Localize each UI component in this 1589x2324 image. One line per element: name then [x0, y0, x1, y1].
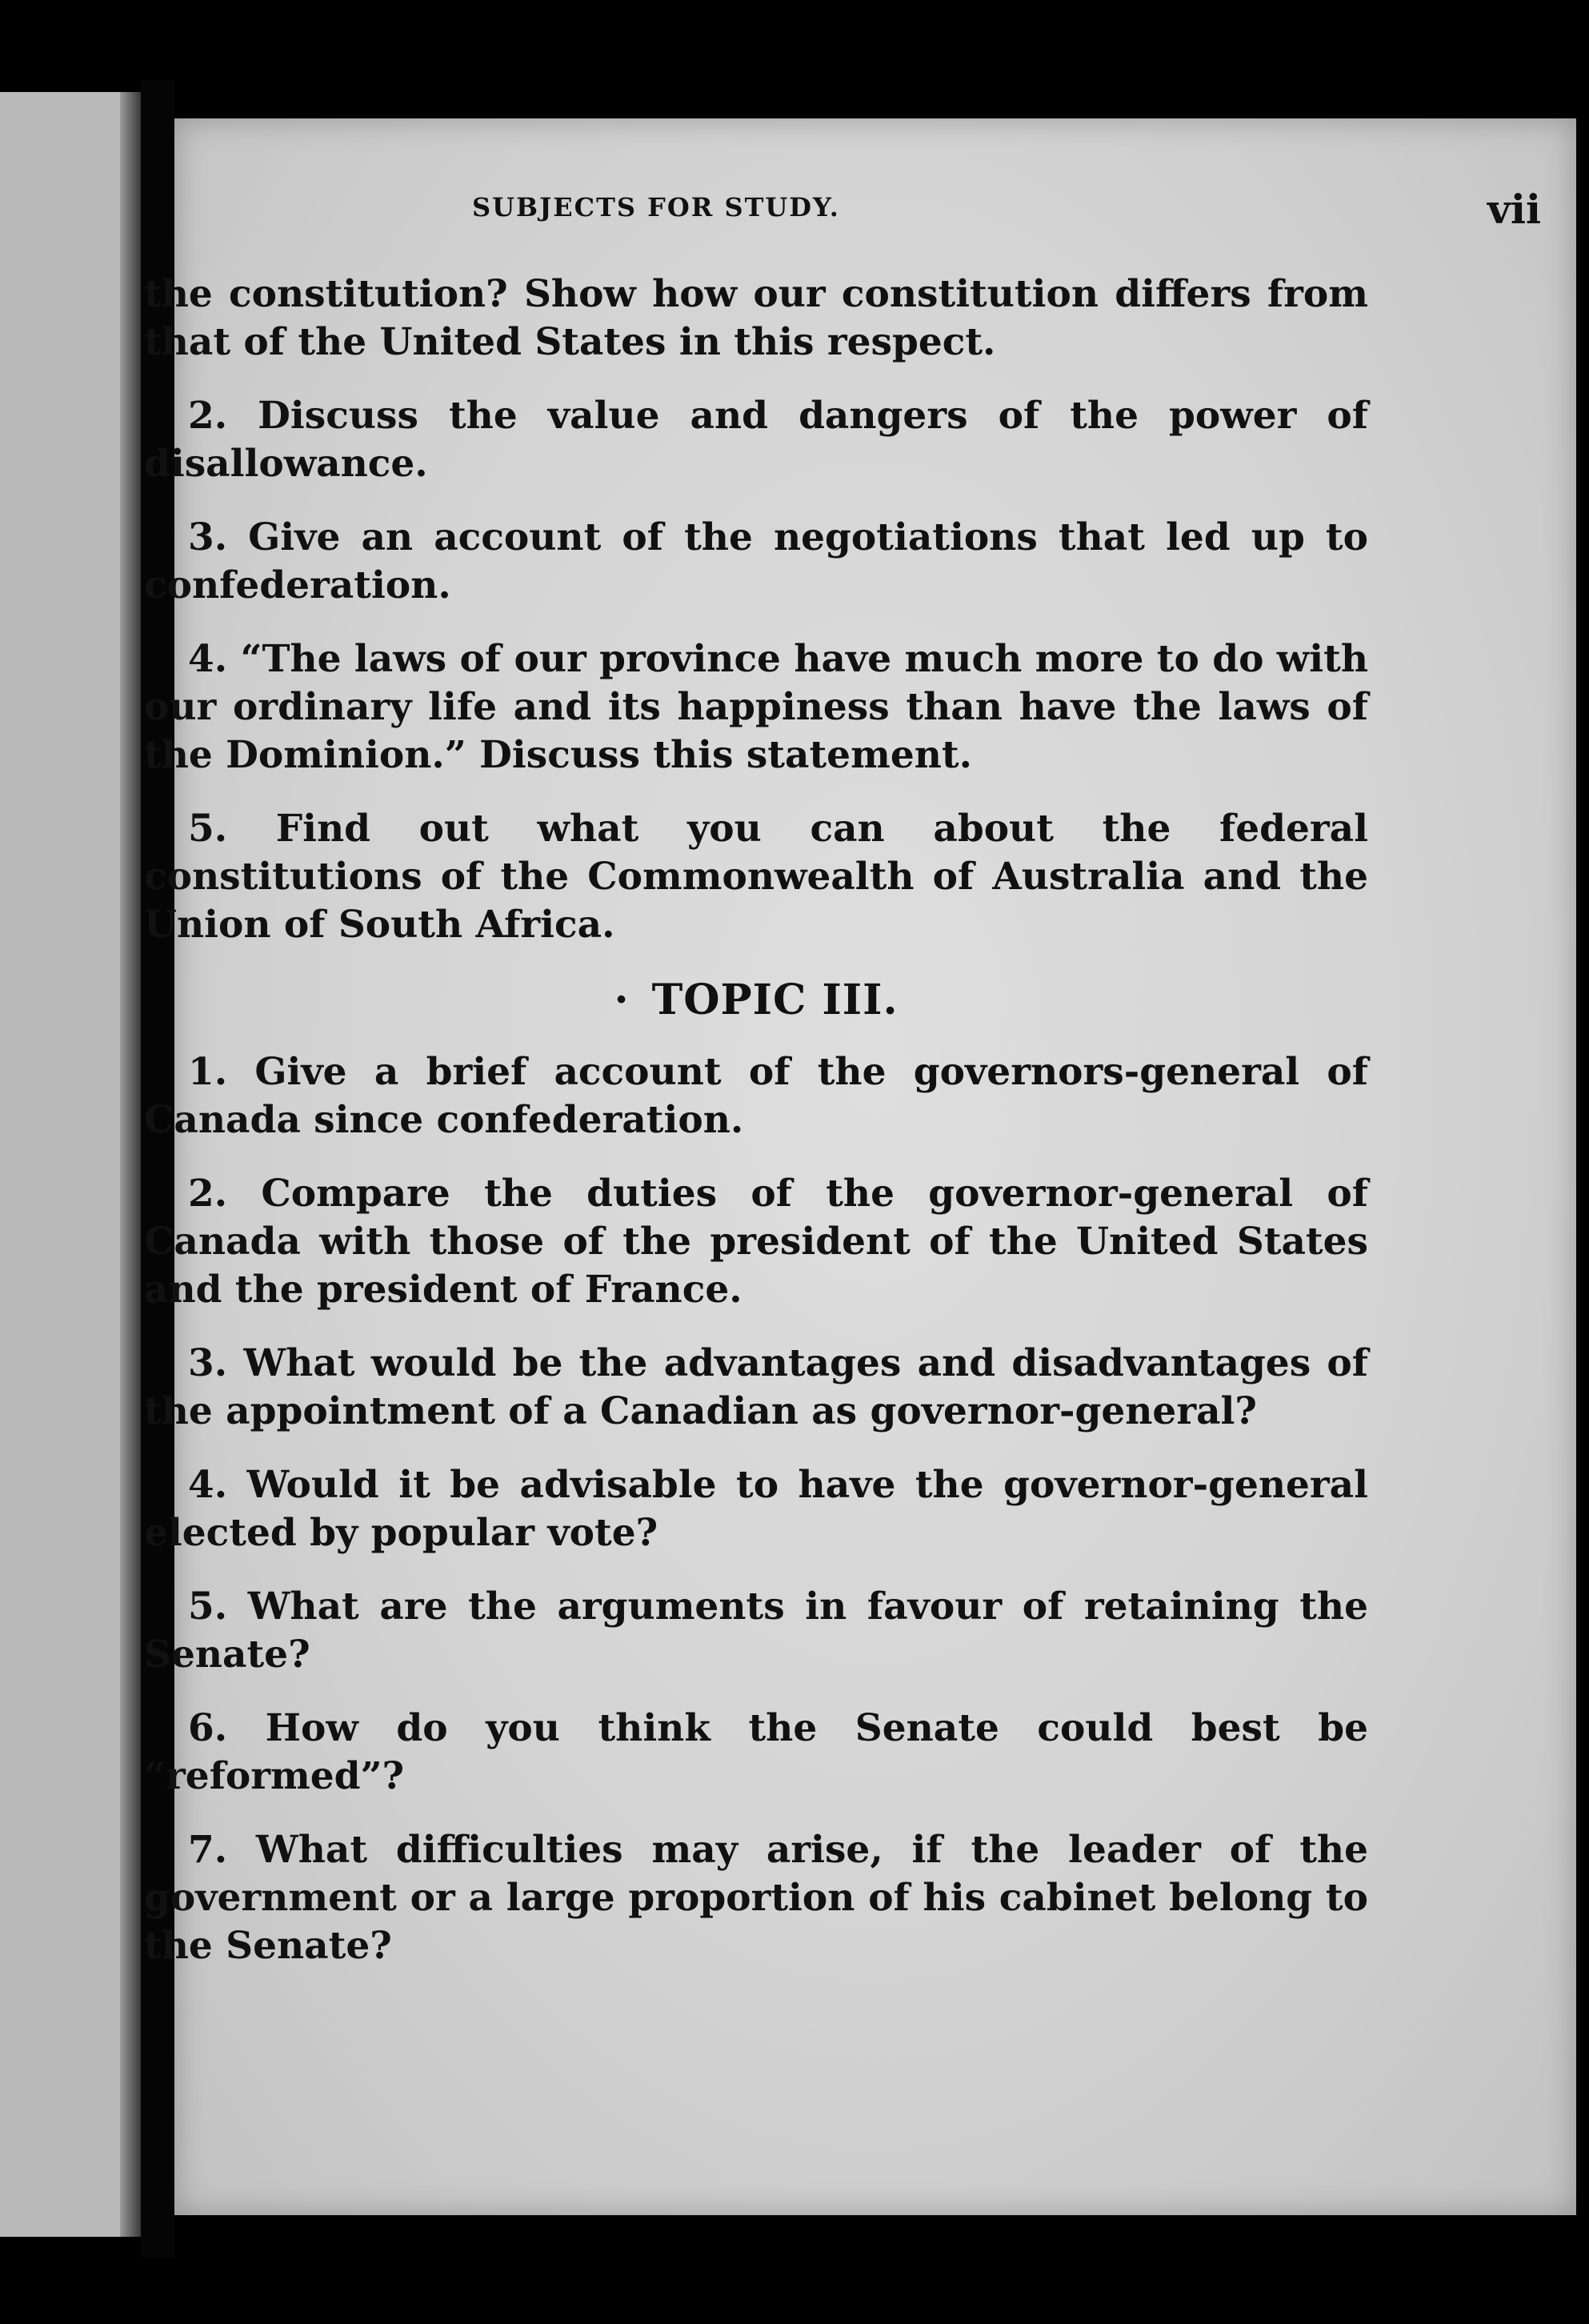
continuation-paragraph: the constitution? Show how our constitution differs from that of the United States in this respect.: [144, 272, 1368, 364]
question-paragraph: 1. Give a brief account of the governors-general of Canada since confederation.: [144, 1050, 1368, 1142]
page-body: [144, 270, 1368, 1996]
question-paragraph: 5. What are the arguments in favour of retaining the Senate?: [144, 1585, 1368, 1677]
question-paragraph: 3. Give an account of the negotiations that led up to confederation.: [144, 515, 1368, 607]
bullet-dot-icon: ·: [614, 976, 630, 1024]
question-paragraph: 4. “The laws of our province have much more to do with our ordinary life and its happiness than have the laws of the Dominion.” Discuss this statement.: [144, 637, 1368, 777]
question-paragraph: 2. Compare the duties of the governor-general of Canada with those of the president of the United States and the president of France.: [144, 1172, 1368, 1312]
page-number: vii: [1487, 186, 1541, 233]
question-paragraph: 7. What difficulties may arise, if the leader of the government or a large proportion of his cabinet belong to the Senate?: [144, 1828, 1368, 1968]
question-paragraph: 2. Discuss the value and dangers of the power of disallowance.: [144, 394, 1368, 486]
topic-heading-text: TOPIC III.: [651, 976, 899, 1024]
question-paragraph: 5. Find out what you can about the federal constitutions of the Commonwealth of Australia and the Union of South Africa.: [144, 807, 1368, 947]
question-paragraph: 6. How do you think the Senate could best be “reformed”?: [144, 1706, 1368, 1798]
running-title: SUBJECTS FOR STUDY.: [472, 192, 840, 222]
question-paragraph: 4. Would it be advisable to have the governor-general elected by popular vote?: [144, 1463, 1368, 1555]
question-paragraph: 3. What would be the advantages and disadvantages of the appointment of a Canadian as governor-general?: [144, 1341, 1368, 1433]
topic-heading: [144, 976, 1368, 1024]
running-head: [472, 186, 1541, 240]
